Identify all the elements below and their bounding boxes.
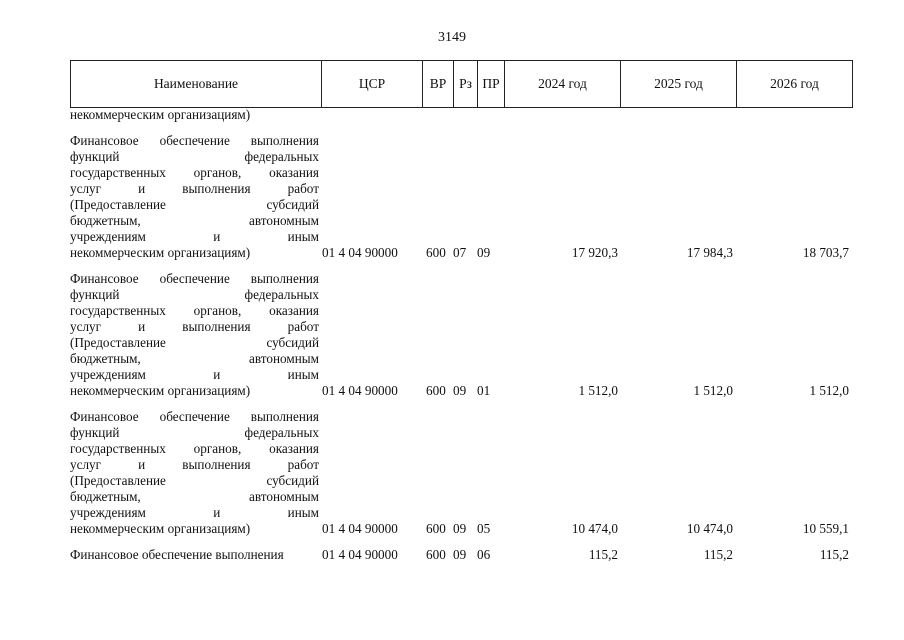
row-name-line: учреждениям и иным: [70, 367, 319, 382]
row-name-line: некоммерческим организациям): [70, 521, 251, 536]
table-row: [70, 547, 860, 563]
row-csr: 01 4 04 90000: [322, 547, 398, 562]
table-row: [70, 409, 860, 537]
row-name-line: услуг и выполнения работ: [70, 457, 319, 472]
row-name-line: бюджетным, автономным: [70, 213, 319, 228]
row-name-line: услуг и выполнения работ: [70, 319, 319, 334]
row-2025: 10 474,0: [686, 521, 733, 536]
row-name-line: Финансовое обеспечение выполнения: [70, 271, 319, 286]
row-name-line: функций федеральных: [70, 287, 319, 302]
row-pr: 01: [477, 383, 491, 398]
row-name-line: государственных органов, оказания: [70, 165, 319, 180]
row-pr: 05: [477, 521, 491, 536]
row-vr: 600: [426, 383, 446, 398]
row-name-line: Финансовое обеспечение выполнения: [70, 409, 319, 424]
row-2025: 115,2: [703, 547, 733, 562]
row-pr: 09: [477, 245, 491, 260]
row-2024: 115,2: [588, 547, 618, 562]
row-name-line: государственных органов, оказания: [70, 303, 319, 318]
row-name-line: функций федеральных: [70, 425, 319, 440]
row-name-line: (Предоставление субсидий: [70, 473, 319, 488]
row-2025: 17 984,3: [686, 245, 733, 260]
row-rz: 09: [453, 547, 467, 562]
row-name-line: функций федеральных: [70, 149, 319, 164]
table-row: [70, 133, 860, 261]
row-name-line: некоммерческим организациям): [70, 383, 251, 398]
table-body: [70, 107, 860, 563]
header-2025: 2025 год: [621, 61, 737, 108]
header-2024: 2024 год: [505, 61, 621, 108]
row-vr: 600: [426, 521, 446, 536]
row-2026: 1 512,0: [809, 383, 849, 398]
row-2026: 18 703,7: [802, 245, 849, 260]
row-name-line: бюджетным, автономным: [70, 489, 319, 504]
row-vr: 600: [426, 245, 446, 260]
row-rz: 09: [453, 521, 467, 536]
row-csr: 01 4 04 90000: [322, 245, 398, 260]
table-header: [70, 60, 853, 108]
header-name: Наименование: [71, 61, 322, 108]
row-vr: 600: [426, 547, 446, 562]
row-name-line: Финансовое обеспечение выполнения: [70, 133, 319, 148]
row-name-line: государственных органов, оказания: [70, 441, 319, 456]
row-rz: 09: [453, 383, 467, 398]
header-csr: ЦСР: [322, 61, 423, 108]
row-name-line: (Предоставление субсидий: [70, 197, 319, 212]
row-name-line: бюджетным, автономным: [70, 351, 319, 366]
row-name-line: (Предоставление субсидий: [70, 335, 319, 350]
row-2025: 1 512,0: [693, 383, 733, 398]
header-pr: ПР: [478, 61, 505, 108]
row-2024: 10 474,0: [571, 521, 618, 536]
row-csr: 01 4 04 90000: [322, 383, 398, 398]
row-name-line: услуг и выполнения работ: [70, 181, 319, 196]
row-csr: 01 4 04 90000: [322, 521, 398, 536]
row-name-line: Финансовое обеспечение выполнения: [70, 547, 284, 562]
row-name-line: некоммерческим организациям): [70, 245, 251, 260]
header-2026: 2026 год: [737, 61, 853, 108]
row-name-line: учреждениям и иным: [70, 505, 319, 520]
table-row: [70, 271, 860, 399]
header-rz: Рз: [454, 61, 478, 108]
header-vr: ВР: [423, 61, 454, 108]
row-2024: 1 512,0: [578, 383, 618, 398]
row-pr: 06: [477, 547, 491, 562]
carryover-text: некоммерческим организациям): [70, 107, 251, 122]
row-2026: 10 559,1: [802, 521, 849, 536]
row-name-line: учреждениям и иным: [70, 229, 319, 244]
row-2026: 115,2: [819, 547, 849, 562]
row-2024: 17 920,3: [571, 245, 618, 260]
page-number: 3149: [438, 30, 466, 45]
row-rz: 07: [453, 245, 467, 260]
